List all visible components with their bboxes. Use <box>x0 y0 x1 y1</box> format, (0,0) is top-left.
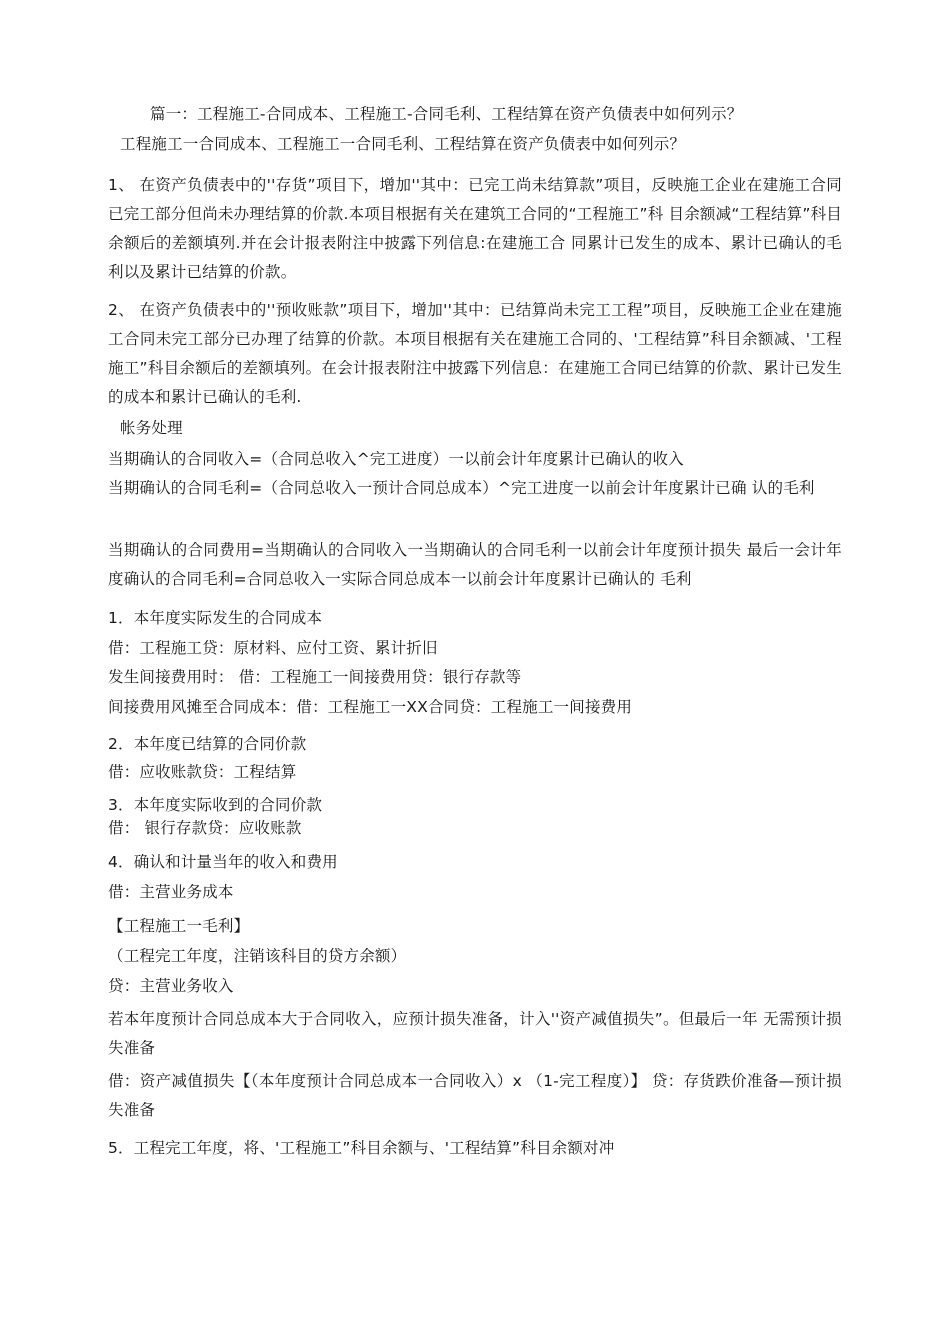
section-4-line-1: 借：主营业务成本 <box>108 883 234 901</box>
section-4-paragraph-1: 若本年度预计合同总成本大于合同收入，应预计损失准备，计入''资产减值损失”。但最后一年 无需预计损失准备 <box>108 1010 842 1057</box>
section-4-line-4: 贷：主营业务收入 <box>108 977 234 995</box>
accounting-title: 帐务处理 <box>120 419 183 437</box>
formula-revenue: 当期确认的合同收入=（合同总收入^完工进度）一以前会计年度累计已确认的收入 <box>108 450 684 468</box>
paragraph-2: 2、 在资产负债表中的''预收账款”项目下，增加''其中：已结算尚未完工工程”项目，反映施工企业在建施工合同未完工部分已办理了结算的价款。本项目根据有关在建施工合同的、'工程结算”科目余额减、'工程施工”科目余额后的差额填列。在会计报表附注中披露下列信息：在建施工合同已结算的价款、累计已发生的成本和累计已确认的毛利. <box>108 301 842 406</box>
heading-1: 篇一：工程施工-合同成本、工程施工-合同毛利、工程结算在资产负债表中如何列示？ <box>150 105 743 123</box>
section-1-line-3: 间接费用风摊至合同成本：借：工程施工一XX合同贷：工程施工一间接费用 <box>108 698 633 716</box>
section-4-line-2: 【工程施工一毛利】 <box>108 917 250 935</box>
paragraph-1: 1、 在资产负债表中的''存货”项目下，增加''其中：已完工尚未结算款”项目，反映施工企业在建施工合同已完工部分但尚未办理结算的价款.本项目根据有关在建筑工合同的“工程施工”科 目余额减“工程结算”科目余额后的差额填列.并在会计报表附注中披露下列信息:在建施工合 同累计已发生的成本、累计已确认的毛利以及累计已结算的价款。 <box>108 176 842 281</box>
section-2-title: 2．本年度已结算的合同价款 <box>108 735 307 753</box>
section-3-line-1: 借： 银行存款贷：应收账款 <box>108 819 302 837</box>
section-4-title: 4．确认和计量当年的收入和费用 <box>108 853 338 871</box>
section-4-paragraph-2: 借：资产减值损失【（本年度预计合同总成本一合同收入）x （1-完工程度）】 贷：存货跌价准备—预计损失准备 <box>108 1072 842 1119</box>
section-5-title: 5．工程完工年度，将、'工程施工”科目余额与、'工程结算”科目余额对冲 <box>108 1139 615 1157</box>
section-1-line-1: 借：工程施工贷：原材料、应付工资、累计折旧 <box>108 639 438 657</box>
section-1-line-2: 发生间接费用时： 借：工程施工一间接费用贷：银行存款等 <box>108 668 522 686</box>
formula-margin: 当期确认的合同毛利=（合同总收入一预计合同总成本）^完工进度一以前会计年度累计已确 认的毛利 <box>108 479 815 497</box>
section-3-title: 3．本年度实际收到的合同价款 <box>108 796 323 814</box>
formula-expense: 当期确认的合同费用=当期确认的合同收入一当期确认的合同毛利一以前会计年度预计损失 最后一会计年度确认的合同毛利=合同总收入一实际合同总成本一以前会计年度累计已确认的 毛利 <box>108 541 842 588</box>
section-1-title: 1．本年度实际发生的合同成本 <box>108 609 323 627</box>
heading-2: 工程施工一合同成本、工程施工一合同毛利、工程结算在资产负债表中如何列示？ <box>120 135 686 153</box>
section-4-line-3: （工程完工年度，注销该科目的贷方余额） <box>108 947 407 965</box>
section-2-line-1: 借：应收账款贷：工程结算 <box>108 763 297 781</box>
